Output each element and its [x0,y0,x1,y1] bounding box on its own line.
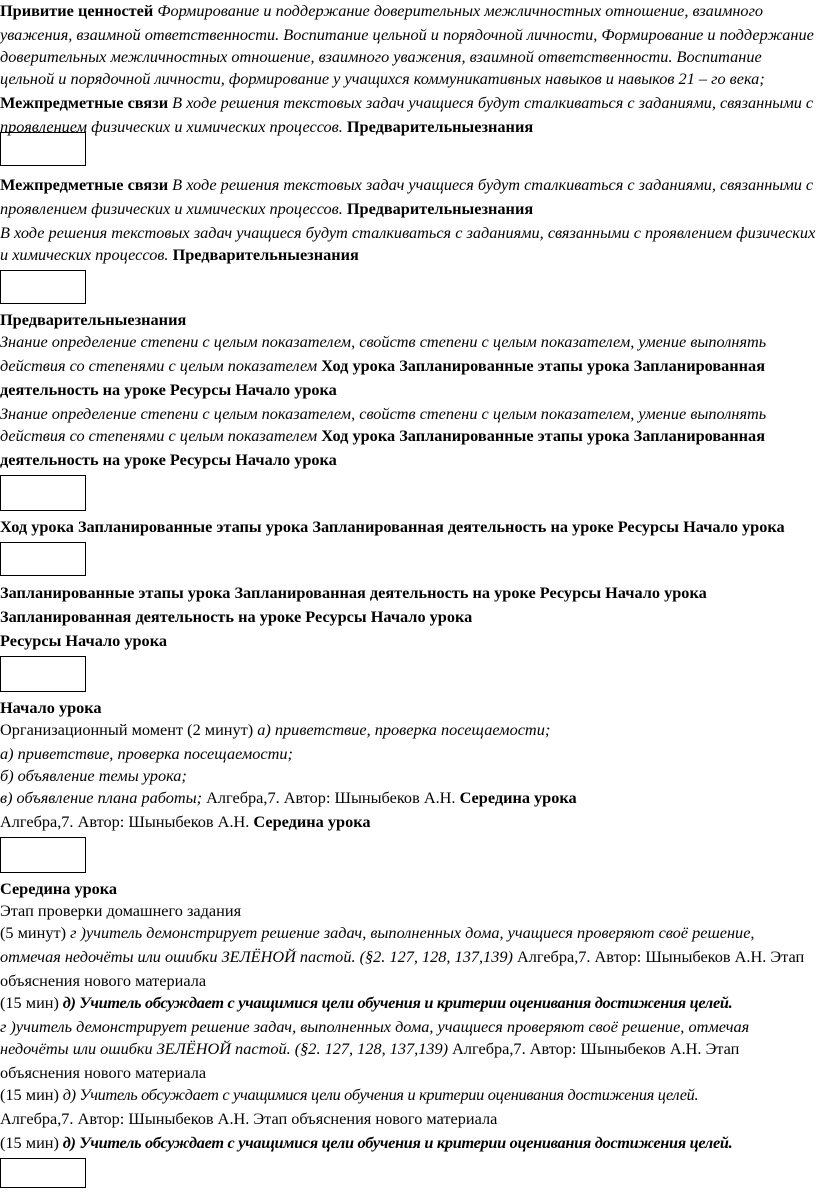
empty-cell-box [0,475,86,511]
prior-knowledge-text: Знание определение степени с целым показателем, свойств степени с целым показателем, умение выполнять действия со степенями с целым показателем [0,332,767,375]
intersubject-block [0,174,816,268]
homework-check-text: г )учитель демонстрирует решение задач, выполненных дома, учащиеся проверяют своё решение, отмечая недочёты или ошибки ЗЕЛЁНОЙ пастой. (§2. 127, 128, 137,139) [0,923,755,966]
resources-label: Ресурсы [535,583,602,602]
empty-cell-box [0,542,86,576]
values-heading: Привитие ценностей [0,1,154,20]
lesson-start-label: Начало урока [235,450,337,469]
lesson-flow-label: Ход урока [0,517,74,536]
lesson-start-label: Начало урока [65,631,167,650]
planned-activity-label: Запланированная деятельность на уроке [0,426,766,469]
intersubject-text-repeat: В ходе решения текстовых задач учащиеся будут сталкиваться с заданиями, связанными с проявлением физических и химических процессов. [0,223,816,264]
explanation-stage-text: Этап объяснения нового материала [0,1039,740,1082]
lesson-middle-heading: Середина урока [0,879,118,898]
lesson-middle-block [0,878,816,1156]
explanation-stage-text: Этап объяснения нового материала [253,1109,498,1128]
intersubject-heading: Межпредметные связи [0,175,169,194]
planned-activity-label: Запланированная деятельность на уроке [230,583,536,602]
resources-label: Ресурсы [613,517,679,536]
intersubject-text: В ходе решения текстовых задач учащиеся будут сталкиваться с заданиями, связанными с проявлением физических и химических процессов. [0,93,814,136]
source-text: Алгебра,7. Автор: Шыныбеков А.Н. [0,812,250,831]
plan-item: в) объявление плана работы; [0,788,203,807]
source-text: Алгебра,7. Автор: Шыныбеков А.Н. [512,947,767,966]
planned-stages-label: Запланированные этапы урока [399,426,630,445]
resources-label: Ресурсы [301,607,367,626]
resources-label: Ресурсы [0,631,62,650]
prior-knowledge-heading: Предварительныезнания [346,117,534,136]
duration-text: (15 мин) [0,993,59,1012]
lesson-start-label: Начало урока [235,380,337,399]
resources-label: Ресурсы [165,380,232,399]
greeting-item: а) приветствие, проверка посещаемости; [253,720,551,739]
lesson-start-label: Начало урока [370,607,473,626]
duration-text: (15 мин) [0,1133,59,1152]
prior-knowledge-heading: Предварительныезнания [172,245,359,264]
duration-text: (15 мин) [0,1085,59,1104]
lesson-start-label: Начало урока [683,517,785,536]
intersubject-heading: Межпредметные связи [0,93,169,112]
values-block [0,0,816,136]
lesson-flow-block [0,516,816,540]
source-text: Алгебра,7. Автор: Шыныбеков А.Н. [0,1109,250,1128]
greeting-item-repeat: а) приветствие, проверка посещаемости; [0,744,293,763]
empty-cell-box [0,1158,86,1188]
values-text: Формирование и поддержание доверительных межличностных отношение, взаимного уважения, взаимной ответственности. Воспитание цельной и порядочной личности, Формирование и поддержание доверительных межличностных отношение, взаимного уважения, взаимной ответственности. Воспитание цельной и порядочной личности, формирование у учащихся коммуникативных навыков и навыков 21 – го века; [0,1,814,88]
lesson-middle-label: Середина урока [253,812,371,831]
empty-cell-box [0,270,86,304]
empty-cell-box [0,837,86,873]
org-moment-text: Организационный момент (2 минут) [0,720,254,739]
explanation-stage-text: Этап объяснения нового материала [0,947,805,990]
lesson-flow-label: Ход урока [321,356,396,375]
intersubject-text: В ходе решения текстовых задач учащиеся будут сталкиваться с заданиями, связанными с проявлением физических и химических процессов. [0,175,814,218]
planned-activity-label: Запланированная деятельность на уроке [308,517,614,536]
goals-discussion-text: д) Учитель обсуждает с учащимися цели обучения и критерии оценивания достижения целей. [58,993,733,1012]
prior-knowledge-heading: Предварительныезнания [346,199,534,218]
homework-stage-text: Этап проверки домашнего задания [0,901,242,920]
source-text: Алгебра,7. Автор: Шыныбеков А.Н. [202,788,456,807]
prior-knowledge-heading: Предварительныезнания [0,310,187,329]
lesson-start-block [0,697,816,835]
lesson-start-label: Начало урока [605,583,707,602]
lesson-flow-label: Ход урока [321,426,396,445]
planned-activity-label: Запланированная деятельность на уроке [0,356,766,399]
homework-check-text-repeat: г )учитель демонстрирует решение задач, выполненных дома, учащиеся проверяют своё решение, отмечая недочёты или ошибки ЗЕЛЁНОЙ пастой. (§2. 127, 128, 137,139) [0,1017,750,1058]
planned-activity-label: Запланированная деятельность на уроке [0,607,302,626]
topic-item: б) объявление темы урока; [0,766,187,785]
lesson-middle-label: Середина урока [459,788,577,807]
lesson-start-heading: Начало урока [0,698,102,717]
prior-knowledge-block [0,309,816,473]
resources-label: Ресурсы [165,450,232,469]
planned-stages-label: Запланированные этапы урока [77,517,309,536]
duration-text: (5 минут) [0,923,67,942]
empty-cell-box [0,656,86,692]
planned-stages-label: Запланированные этапы урока [0,583,231,602]
goals-discussion-text: д) Учитель обсуждает с учащимися цели обучения и критерии оценивания достижения целей. [58,1085,699,1104]
planned-stages-label: Запланированные этапы урока [399,356,630,375]
source-text: Алгебра,7. Автор: Шыныбеков А.Н. [448,1039,702,1058]
prior-knowledge-text-repeat: Знание определение степени с целым показателем, свойств степени с целым показателем, умение выполнять действия со степенями с целым показателем [0,404,767,445]
goals-discussion-text: д) Учитель обсуждает с учащимися цели обучения и критерии оценивания достижения целей. [58,1133,733,1152]
planned-stages-block [0,582,816,654]
